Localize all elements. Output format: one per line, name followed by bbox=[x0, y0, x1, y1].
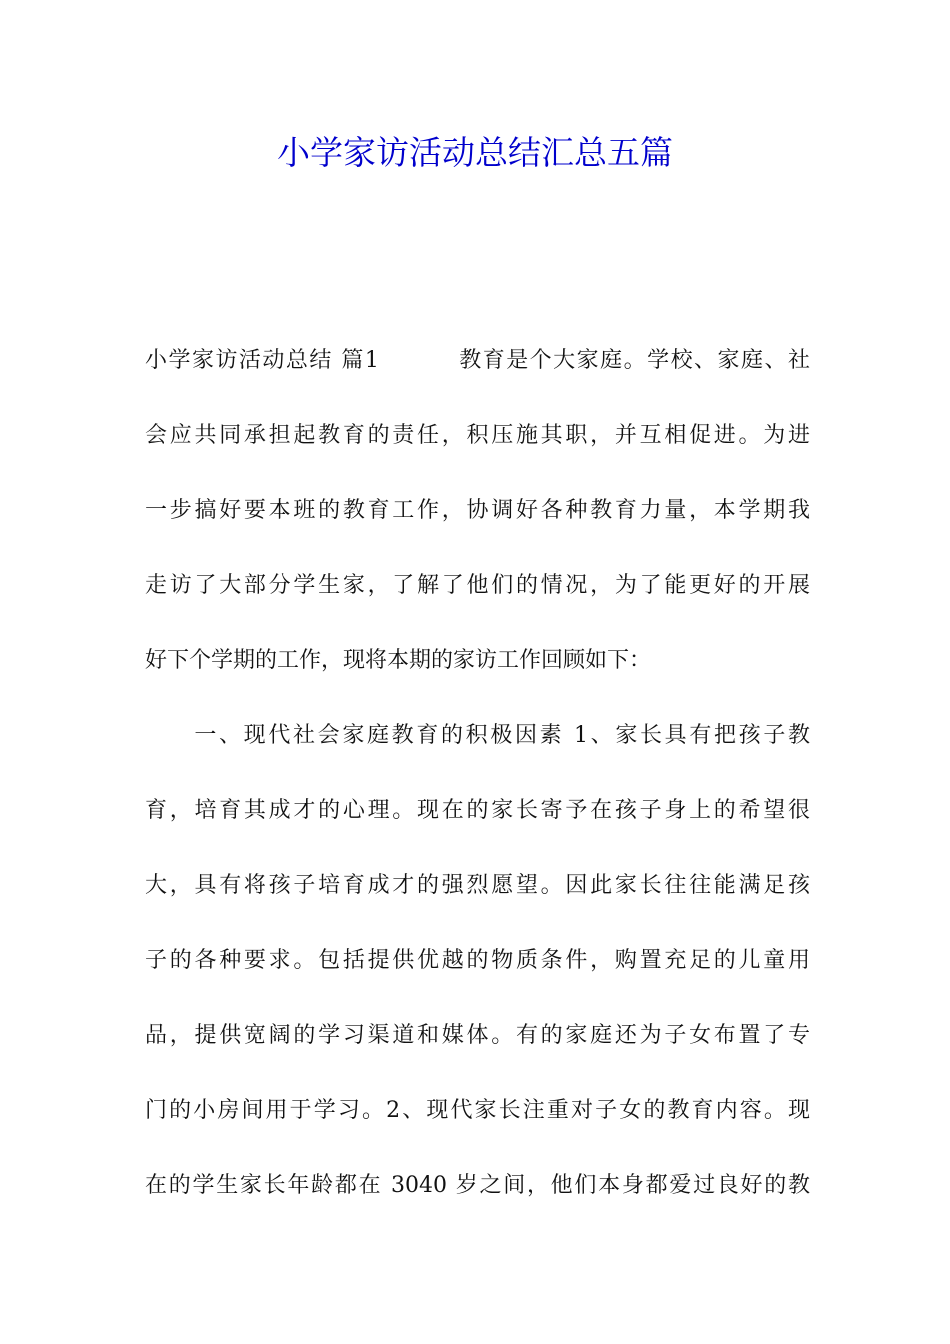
body-line-5: 好下个学期的工作，现将本期的家访工作回顾如下： bbox=[145, 648, 652, 673]
body-line-2: 会应共同承担起教育的责任，积压施其职，并互相促进。为进 bbox=[145, 423, 810, 448]
body-line-7: 育，培育其成才的心理。现在的家长寄予在孩子身上的希望很 bbox=[145, 798, 810, 823]
body-line-8: 大，具有将孩子培育成才的强烈愿望。因此家长往往能满足孩 bbox=[145, 873, 810, 898]
document-title: 小学家访活动总结汇总五篇 bbox=[277, 133, 673, 172]
body-line-6: 一、现代社会家庭教育的积极因素 1、家长具有把孩子教 bbox=[145, 723, 810, 748]
body-line-4: 走访了大部分学生家，了解了他们的情况，为了能更好的开展 bbox=[145, 573, 810, 598]
body-line-11: 门的小房间用于学习。2、现代家长注重对子女的教育内容。现 bbox=[145, 1098, 810, 1123]
body-line-1: 小学家访活动总结 篇1 教育是个大家庭。学校、家庭、社 bbox=[145, 348, 810, 373]
body-line-3: 一步搞好要本班的教育工作，协调好各种教育力量，本学期我 bbox=[145, 498, 810, 523]
body-line-12: 在的学生家长年龄都在 3040 岁之间，他们本身都爱过良好的教 bbox=[145, 1173, 810, 1198]
body-line-10: 品，提供宽阔的学习渠道和媒体。有的家庭还为子女布置了专 bbox=[145, 1023, 810, 1048]
body-line-9: 子的各种要求。包括提供优越的物质条件，购置充足的儿童用 bbox=[145, 948, 810, 973]
